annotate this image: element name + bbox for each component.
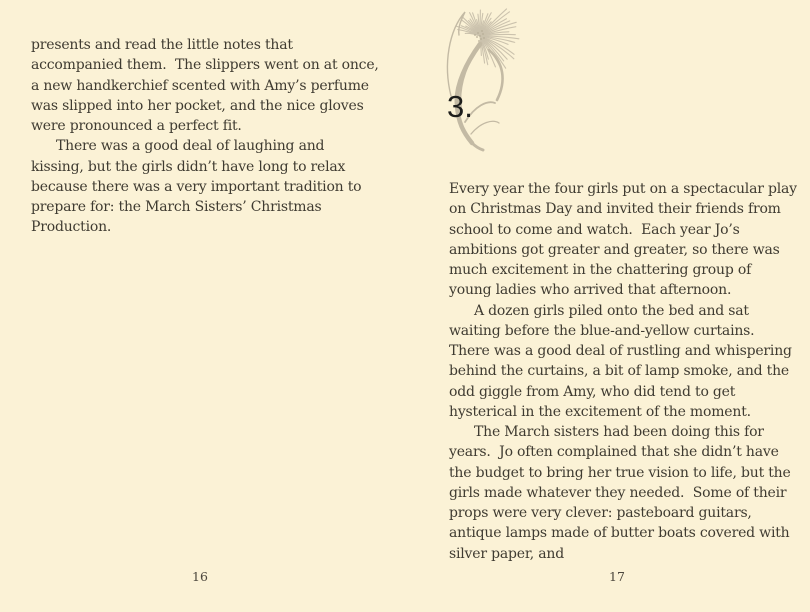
paragraph: presents and read the little notes that accompanied them. The slippers went on at once, a new handkerchief scented with Amy’s perfume was slipped into her pocket, and the nice gloves were pronounced a perfect fit.: [31, 37, 383, 134]
paragraph: There was a good deal of laughing and kissing, but the girls didn’t have long to relax because there was a very important tradition to prepare for: the March Sisters’ Christmas Production.: [31, 138, 366, 236]
paragraph: Every year the four girls put on a spectacular play on Christmas Day and invited their friends from school to come and watch. Each year Jo’s ambitions got greater and greater, so there was much excitement in the chattering group of young ladies who arrived that afternoon.: [449, 181, 802, 299]
page-number-right: 17: [609, 569, 625, 584]
page-number-left: 16: [192, 569, 208, 584]
dandelion-flower-icon: [405, 0, 545, 155]
chapter-number: 3.: [447, 89, 473, 124]
right-page-text: [449, 179, 802, 564]
paragraph: The March sisters had been doing this for years. Jo often complained that she didn’t have the budget to bring her true vision to life, but the girls made whatever they needed. Some of their props were very clever: pasteboard guitars, antique lamps made of butter boats covered with silver paper, and: [449, 424, 795, 562]
paragraph: A dozen girls piled onto the bed and sat waiting before the blue-and-yellow curtains. There was a good deal of rustling and whispering behind the curtains, a bit of lamp smoke, and the odd giggle from Amy, who did tend to get hysterical in the excitement of the moment.: [449, 302, 797, 420]
left-page-text: [31, 35, 383, 238]
